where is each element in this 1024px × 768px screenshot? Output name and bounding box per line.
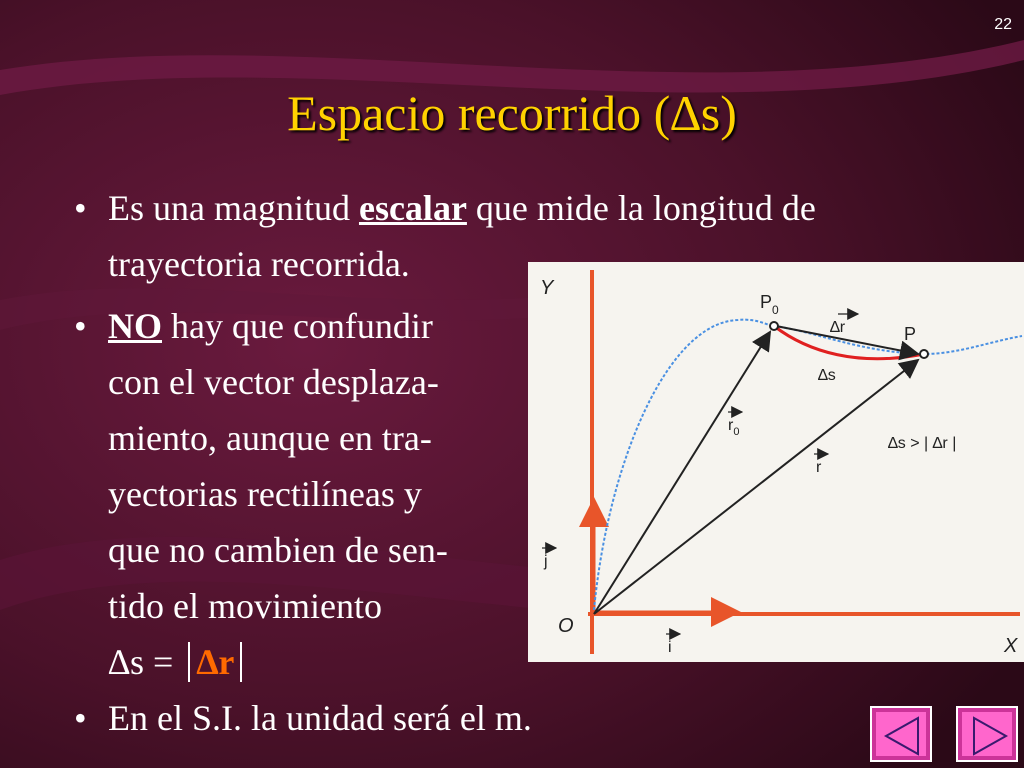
origin-label: O [558,615,574,637]
label-p: P [904,324,917,344]
abs-bar-right [240,642,242,682]
slide-title: Espacio recorrido (∆s) [287,85,737,141]
axis-label-x: X [1004,635,1018,657]
label-delta-r: ∆r [830,319,846,336]
label-r0: $r_0$ [728,417,740,438]
formula: ∆s = ∆r [108,634,538,690]
bullet2-line3: miento, aunque en tra- [108,418,432,458]
trajectory-diagram [528,262,1024,662]
bullet2-line6: tido el movimiento [108,586,382,626]
label-i: i [668,639,672,656]
triangle-left-icon [886,718,918,754]
label-r: r [816,459,822,476]
label-j: j [544,553,548,570]
no-keyword: NO [108,306,162,346]
triangle-right-icon [974,718,1006,754]
vector-r [594,360,918,614]
bullet3-line1: En el S.I. la unidad será el m. [108,698,532,738]
bullet2-line4: yectorias rectilíneas y [108,474,422,514]
point-p0 [770,322,778,330]
point-p [920,350,928,358]
bullet2-line2: con el vector desplaza- [108,362,439,402]
trajectory-curve [594,320,1022,610]
label-p0: $P_0$ [760,292,779,317]
slide-number: 22 [994,16,1012,33]
scalar-keyword: escalar [358,188,467,228]
bullet2-line5: que no cambien de sen- [108,530,448,570]
next-slide-button[interactable] [956,706,1018,762]
previous-slide-button[interactable] [870,706,932,762]
abs-bar-left [188,642,190,682]
formula-abs-value: ∆r [196,642,235,682]
bullet2-line1: NO hay que confundir [108,306,433,346]
bullet1-line2: trayectoria recorrida. [108,244,410,284]
label-delta-s: ∆s [818,367,836,384]
bullet-dot: • [74,306,87,346]
bullet1-line1: Es una magnitud escalar que mide la longitud de [108,188,816,228]
vector-r0 [594,332,770,614]
bullet-dot: • [74,698,87,738]
relation-label: ∆s > | ∆r | [888,435,957,452]
bullet-dot: • [74,188,87,228]
bullet-si-unit [74,690,808,746]
bullet-not-displacement [74,298,538,690]
axis-label-y: Y [540,277,554,299]
